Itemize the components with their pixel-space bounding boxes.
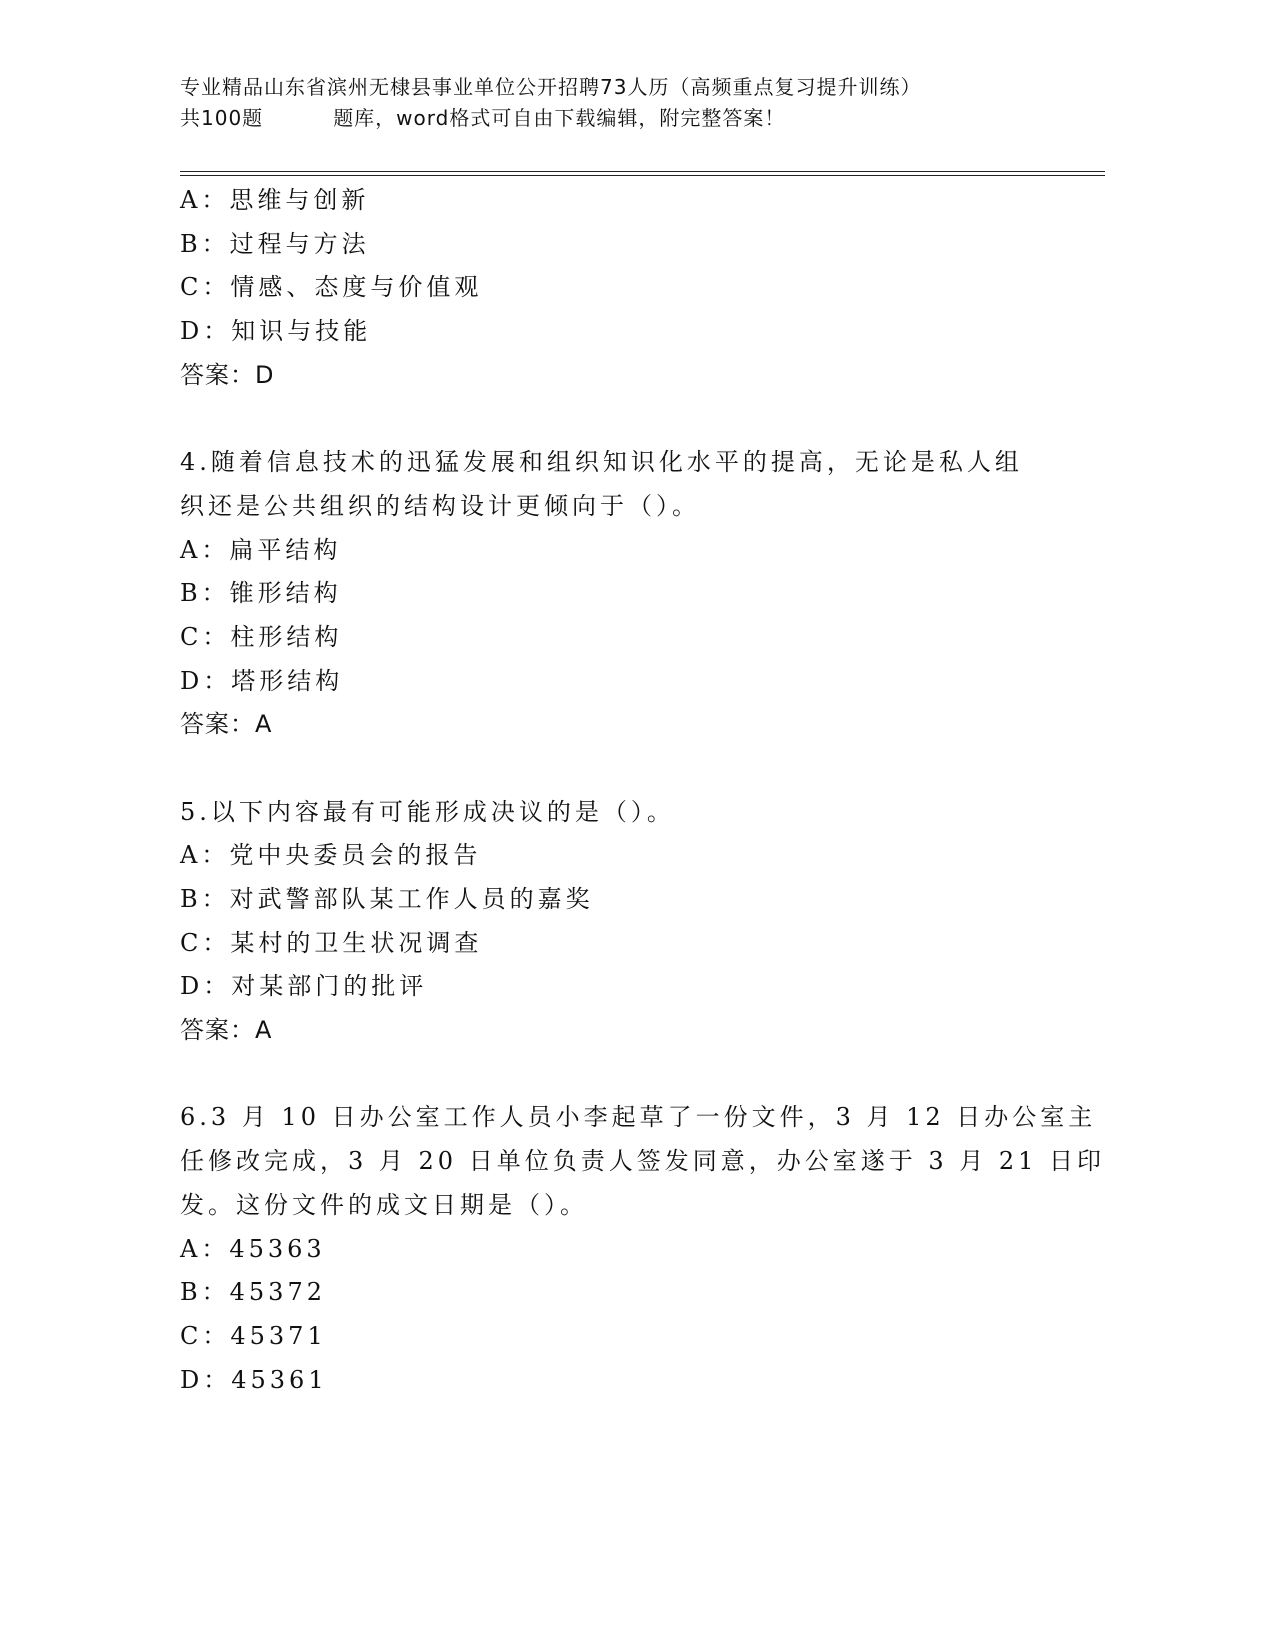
header-rule-top [180, 171, 1105, 172]
question-4 [180, 441, 1080, 747]
question-6 [180, 1096, 1106, 1402]
answer: 答案：D [180, 360, 275, 389]
option-c: C：情感、态度与价值观 [180, 273, 483, 302]
option-b: B：45372 [180, 1278, 326, 1307]
question-3 [180, 179, 1080, 397]
option-a: A：党中央委员会的报告 [180, 841, 482, 870]
option-b: B：对武警部队某工作人员的嘉奖 [180, 885, 594, 913]
question-text: 6.3 月 10 日办公室工作人员小李起草了一份文件，3 月 12 日办公室主 [180, 1103, 1097, 1132]
option-d: D：对某部门的批评 [180, 972, 428, 1001]
title-description: 题库，word格式可自由下载编辑，附完整答案！ [333, 106, 786, 130]
option-b: B：锥形结构 [180, 579, 342, 608]
option-d: D：知识与技能 [180, 317, 372, 346]
answer: 答案：A [180, 710, 273, 739]
option-a: A：思维与创新 [180, 186, 370, 214]
option-b: B：过程与方法 [180, 229, 370, 258]
document-title-line-2 [180, 103, 785, 133]
option-d: D：塔形结构 [180, 666, 344, 695]
option-c: C：45371 [180, 1321, 327, 1350]
option-a: A：45363 [180, 1234, 326, 1263]
document-title-line-1: 专业精品山东省滨州无棣县事业单位公开招聘73人历（高频重点复习提升训练） [180, 75, 922, 99]
option-d: D：45361 [180, 1365, 328, 1394]
question-5 [180, 791, 1080, 1053]
option-c: C：某村的卫生状况调查 [180, 928, 483, 957]
option-a: A：扁平结构 [180, 535, 342, 564]
option-c: C：柱形结构 [180, 622, 343, 651]
question-text: 织还是公共组织的结构设计更倾向于（）。 [180, 491, 700, 520]
answer: 答案：A [180, 1016, 273, 1045]
header-rule-bottom [180, 175, 1105, 176]
question-text: 发。这份文件的成文日期是（）。 [180, 1190, 588, 1219]
question-text: 4.随着信息技术的迅猛发展和组织知识化水平的提高，无论是私人组 [180, 448, 1023, 477]
question-count: 共100题 [180, 106, 264, 130]
question-text: 5.以下内容最有可能形成决议的是（）。 [180, 797, 675, 826]
document-body [180, 179, 1106, 1402]
question-text: 任修改完成，3 月 20 日单位负责人签发同意，办公室遂于 3 月 21 日印 [180, 1147, 1106, 1176]
